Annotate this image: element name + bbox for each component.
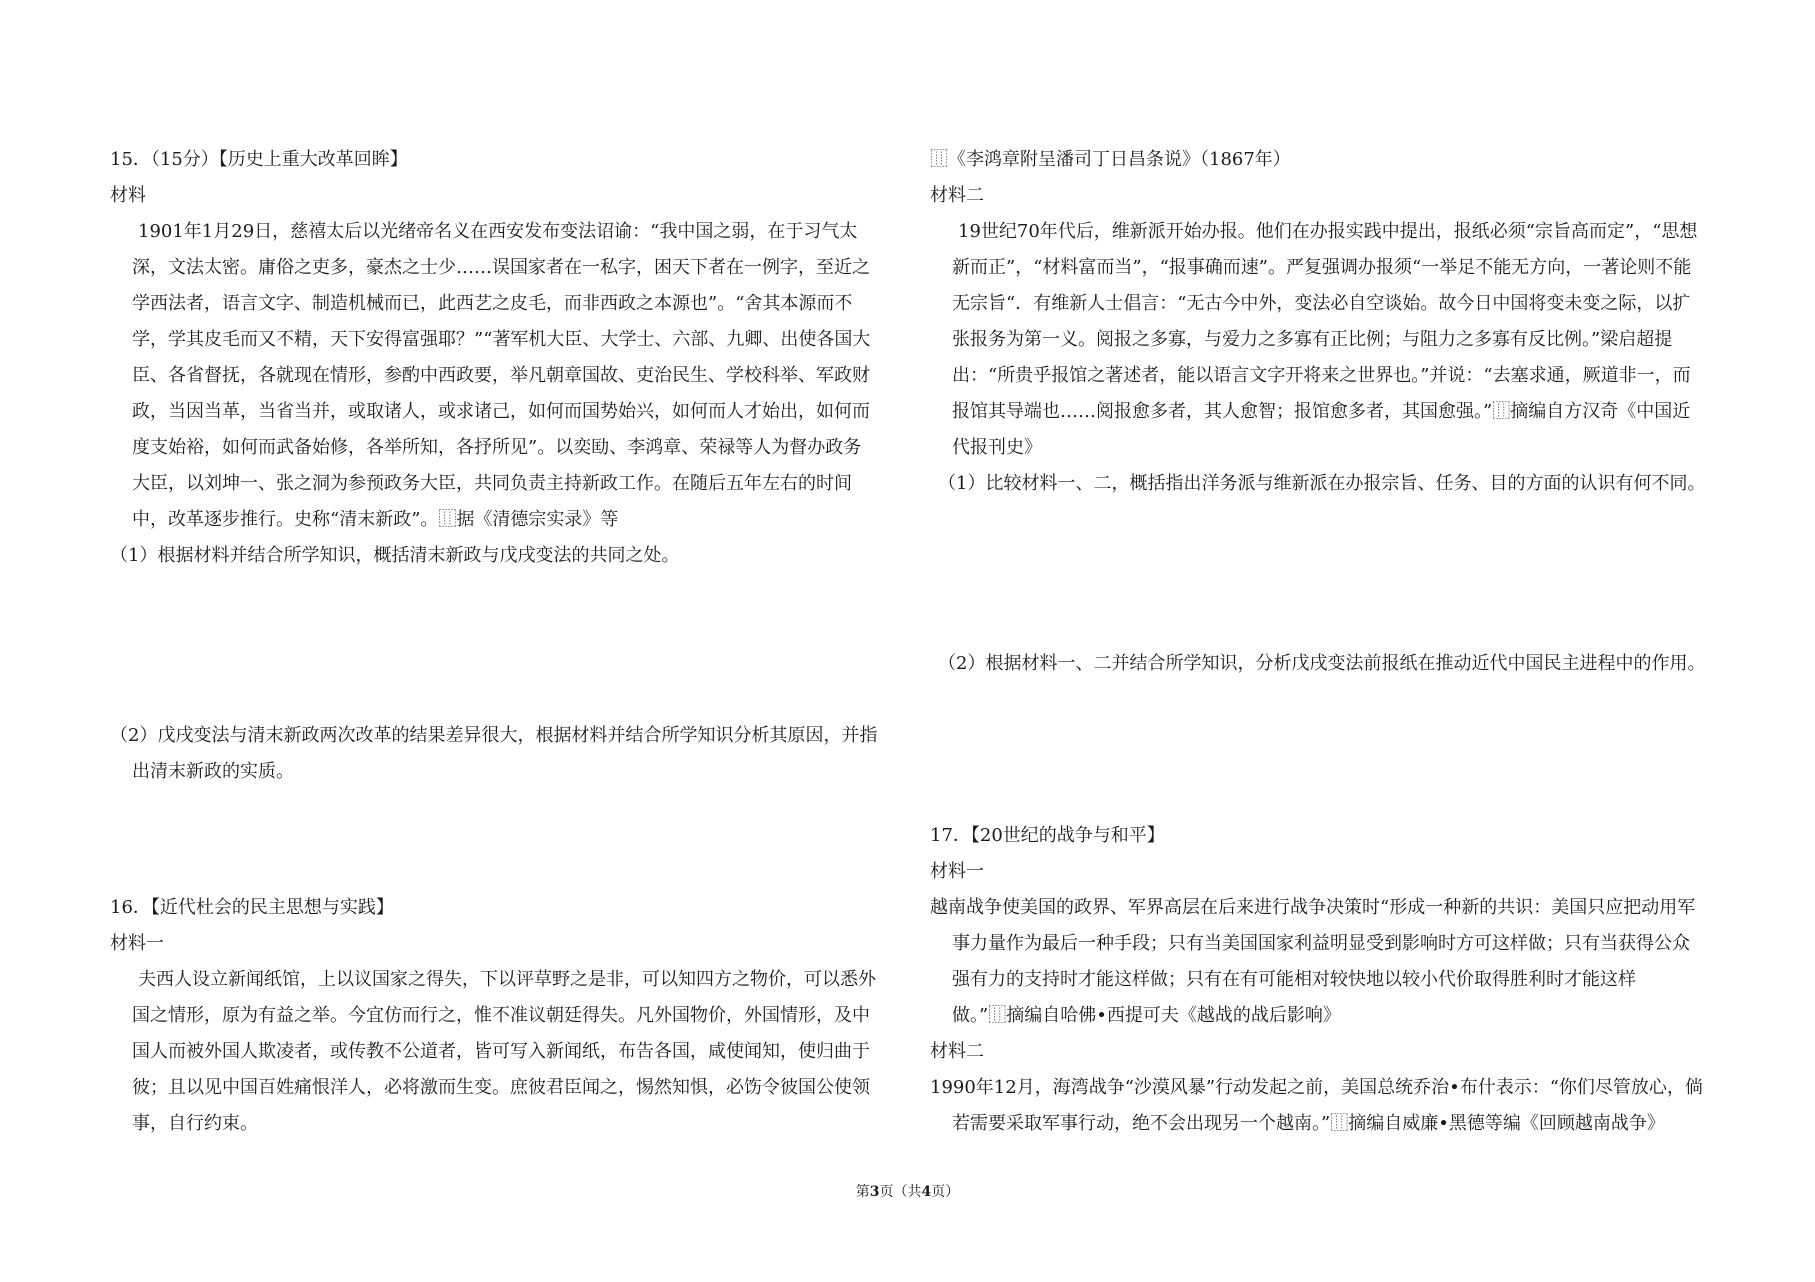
material-line: 1901年1月29日，慈禧太后以光绪帝名义在西安发布变法诏谕：“我中国之弱，在于习气太: [138, 221, 858, 242]
material-line: 政，当因当革，当省当并，或取诸人，或求诸己，如何而国势始兴，如何而人才始出，如何而: [132, 401, 870, 422]
question-17-material-1-label: 材料一: [930, 861, 984, 882]
source-citation: ⿲《李鸿章附呈潘司丁日昌条说》（1867年）: [930, 149, 1291, 170]
material-line: 做。”⿲摘编自哈佛•西提可夫《越战的战后影响》: [952, 1005, 1341, 1026]
question-16-material-text: [110, 962, 910, 1142]
question-16-material-2-label: 材料二: [930, 185, 984, 206]
material-line: 度支始裕，如何而武备始修，各举所知，各抒所见”。以奕劻、李鸿章、荣禄等人为督办政务: [132, 437, 862, 458]
question-15-sub-2-cont: 出清末新政的实质。: [132, 761, 294, 782]
material-line: 若需要采取军事行动，绝不会出现另一个越南。”⿲摘编自威廉•黑德等编《回顾越南战争》: [952, 1113, 1665, 1134]
material-line: 国人而被外国人欺凌者，或传教不公道者，皆可写入新闻纸，布告各国，咸使闻知，使归曲于: [132, 1041, 870, 1062]
answer-space: [930, 682, 1720, 818]
material-line: 报馆其导端也……阅报愈多者，其人愈智；报馆愈多者，其国愈强。”⿲摘编自方汉奇《中国近: [952, 401, 1691, 422]
material-line: 学西法者，语言文字、制造机械而已，此西艺之皮毛，而非西政之本源也”。“舍其本源而不: [132, 293, 853, 314]
material-line: 学，学其皮毛而又不精，天下安得富强耶？”“著军机大臣、大学士、六部、九卿、出使各国大: [132, 329, 871, 350]
material-line: 事力量作为最后一种手段；只有当美国国家利益明显受到影响时方可这样做；只有当获得公众: [952, 933, 1690, 954]
material-line: 张报务为第一义。阅报之多寡，与爱力之多寡有正比例；与阻力之多寡有反比例。”梁启超提: [952, 329, 1673, 350]
material-line: 强有力的支持时才能这样做；只有在有可能相对较快地以较小代价取得胜利时才能这样: [952, 969, 1636, 990]
page-footer: [0, 1182, 1815, 1202]
footer-page-number: 3: [869, 1184, 880, 1200]
material-line: 越南战争使美国的政界、军界高层在后来进行战争决策时“形成一种新的共识：美国只应把动用军: [930, 897, 1696, 918]
material-line: 新而正”，“材料富而当”，“报事确而速”。严复强调办报须“一举足不能无方向，一著论则不能: [952, 257, 1692, 278]
question-17-material-1-text: [930, 890, 1720, 1034]
material-line: 彼；且以见中国百姓痛恨洋人，必将激而生变。庶彼君臣闻之，惕然知惧，必饬令彼国公使领: [132, 1077, 870, 1098]
question-17-material-2-text: [930, 1070, 1720, 1142]
question-16-material-label: 材料一: [110, 933, 164, 954]
material-line: 深，文法太密。庸俗之吏多，豪杰之士少……误国家者在一私字，困天下者在一例字，至近之: [132, 257, 870, 278]
answer-space: [110, 790, 910, 890]
question-16-title: 16．【近代杜会的民主思想与实践】: [110, 897, 394, 918]
right-column: [930, 142, 1720, 1142]
answer-space: [930, 502, 1720, 646]
question-17-title: 17．【20世纪的战争与和平】: [930, 825, 1165, 846]
left-column: [110, 142, 910, 1142]
footer-mid: 页（共: [879, 1184, 922, 1200]
material-line: 事，自行约束。: [132, 1113, 258, 1134]
question-15-material-text: [110, 214, 910, 538]
material-line: 大臣，以刘坤一、张之洞为参预政务大臣，共同负责主持新政工作。在随后五年左右的时间: [132, 473, 852, 494]
material-line: 1990年12月，海湾战争“沙漠风暴”行动发起之前，美国总统乔治•布什表示：“你们尽管放心，倘: [930, 1077, 1703, 1098]
footer-total-pages: 4: [921, 1184, 932, 1200]
question-15-title: 15．（15分）【历史上重大改革回眸】: [110, 149, 408, 170]
question-15-sub-1: （1）根据材料并结合所学知识，概括清末新政与戊戌变法的共同之处。: [110, 545, 680, 566]
material-line: 国之情形，原为有益之举。今宜仿而行之，惟不准议朝廷得失。凡外国物价，外国情形，及中: [132, 1005, 870, 1026]
material-line: 代报刊史》: [952, 437, 1042, 458]
material-line: 中，改革逐步推行。史称“清末新政”。⿲据《清德宗实录》等: [132, 509, 619, 530]
question-16-material-2-text: [930, 214, 1720, 466]
question-15-material-label: 材料: [110, 185, 146, 206]
footer-suffix: 页）: [931, 1184, 960, 1200]
question-16-sub-1: （1）比较材料一、二，概括指出洋务派与维新派在办报宗旨、任务、目的方面的认识有何不同。: [938, 473, 1706, 494]
question-16-sub-2: （2）根据材料一、二并结合所学知识，分析戊戌变法前报纸在推动近代中国民主进程中的作用。: [938, 653, 1706, 674]
material-line: 无宗旨“．有维新人士倡言：“无古今中外，变法必自空谈始。故今日中国将变未变之际，以扩: [952, 293, 1691, 314]
answer-space: [110, 574, 910, 718]
material-line: 夫西人设立新闻纸馆，上以议国家之得失，下以评草野之是非，可以知四方之物价，可以悉外: [138, 969, 876, 990]
question-17-material-2-label: 材料二: [930, 1041, 984, 1062]
material-line: 臣、各省督抚，各就现在情形，参酌中西政要，举凡朝章国故、吏治民生、学校科举、军政财: [132, 365, 870, 386]
question-15-sub-2: （2）戊戌变法与清末新政两次改革的结果差异很大，根据材料并结合所学知识分析其原因，并指: [110, 725, 878, 746]
material-line: 出：“所贵乎报馆之著述者，能以语言文字开将来之世界也。”并说：“去塞求通，厥道非一，而: [952, 365, 1691, 386]
material-line: 19世纪70年代后，维新派开始办报。他们在办报实践中提出，报纸必须“宗旨高而定”，“思想: [958, 221, 1698, 242]
footer-prefix: 第: [855, 1184, 870, 1200]
